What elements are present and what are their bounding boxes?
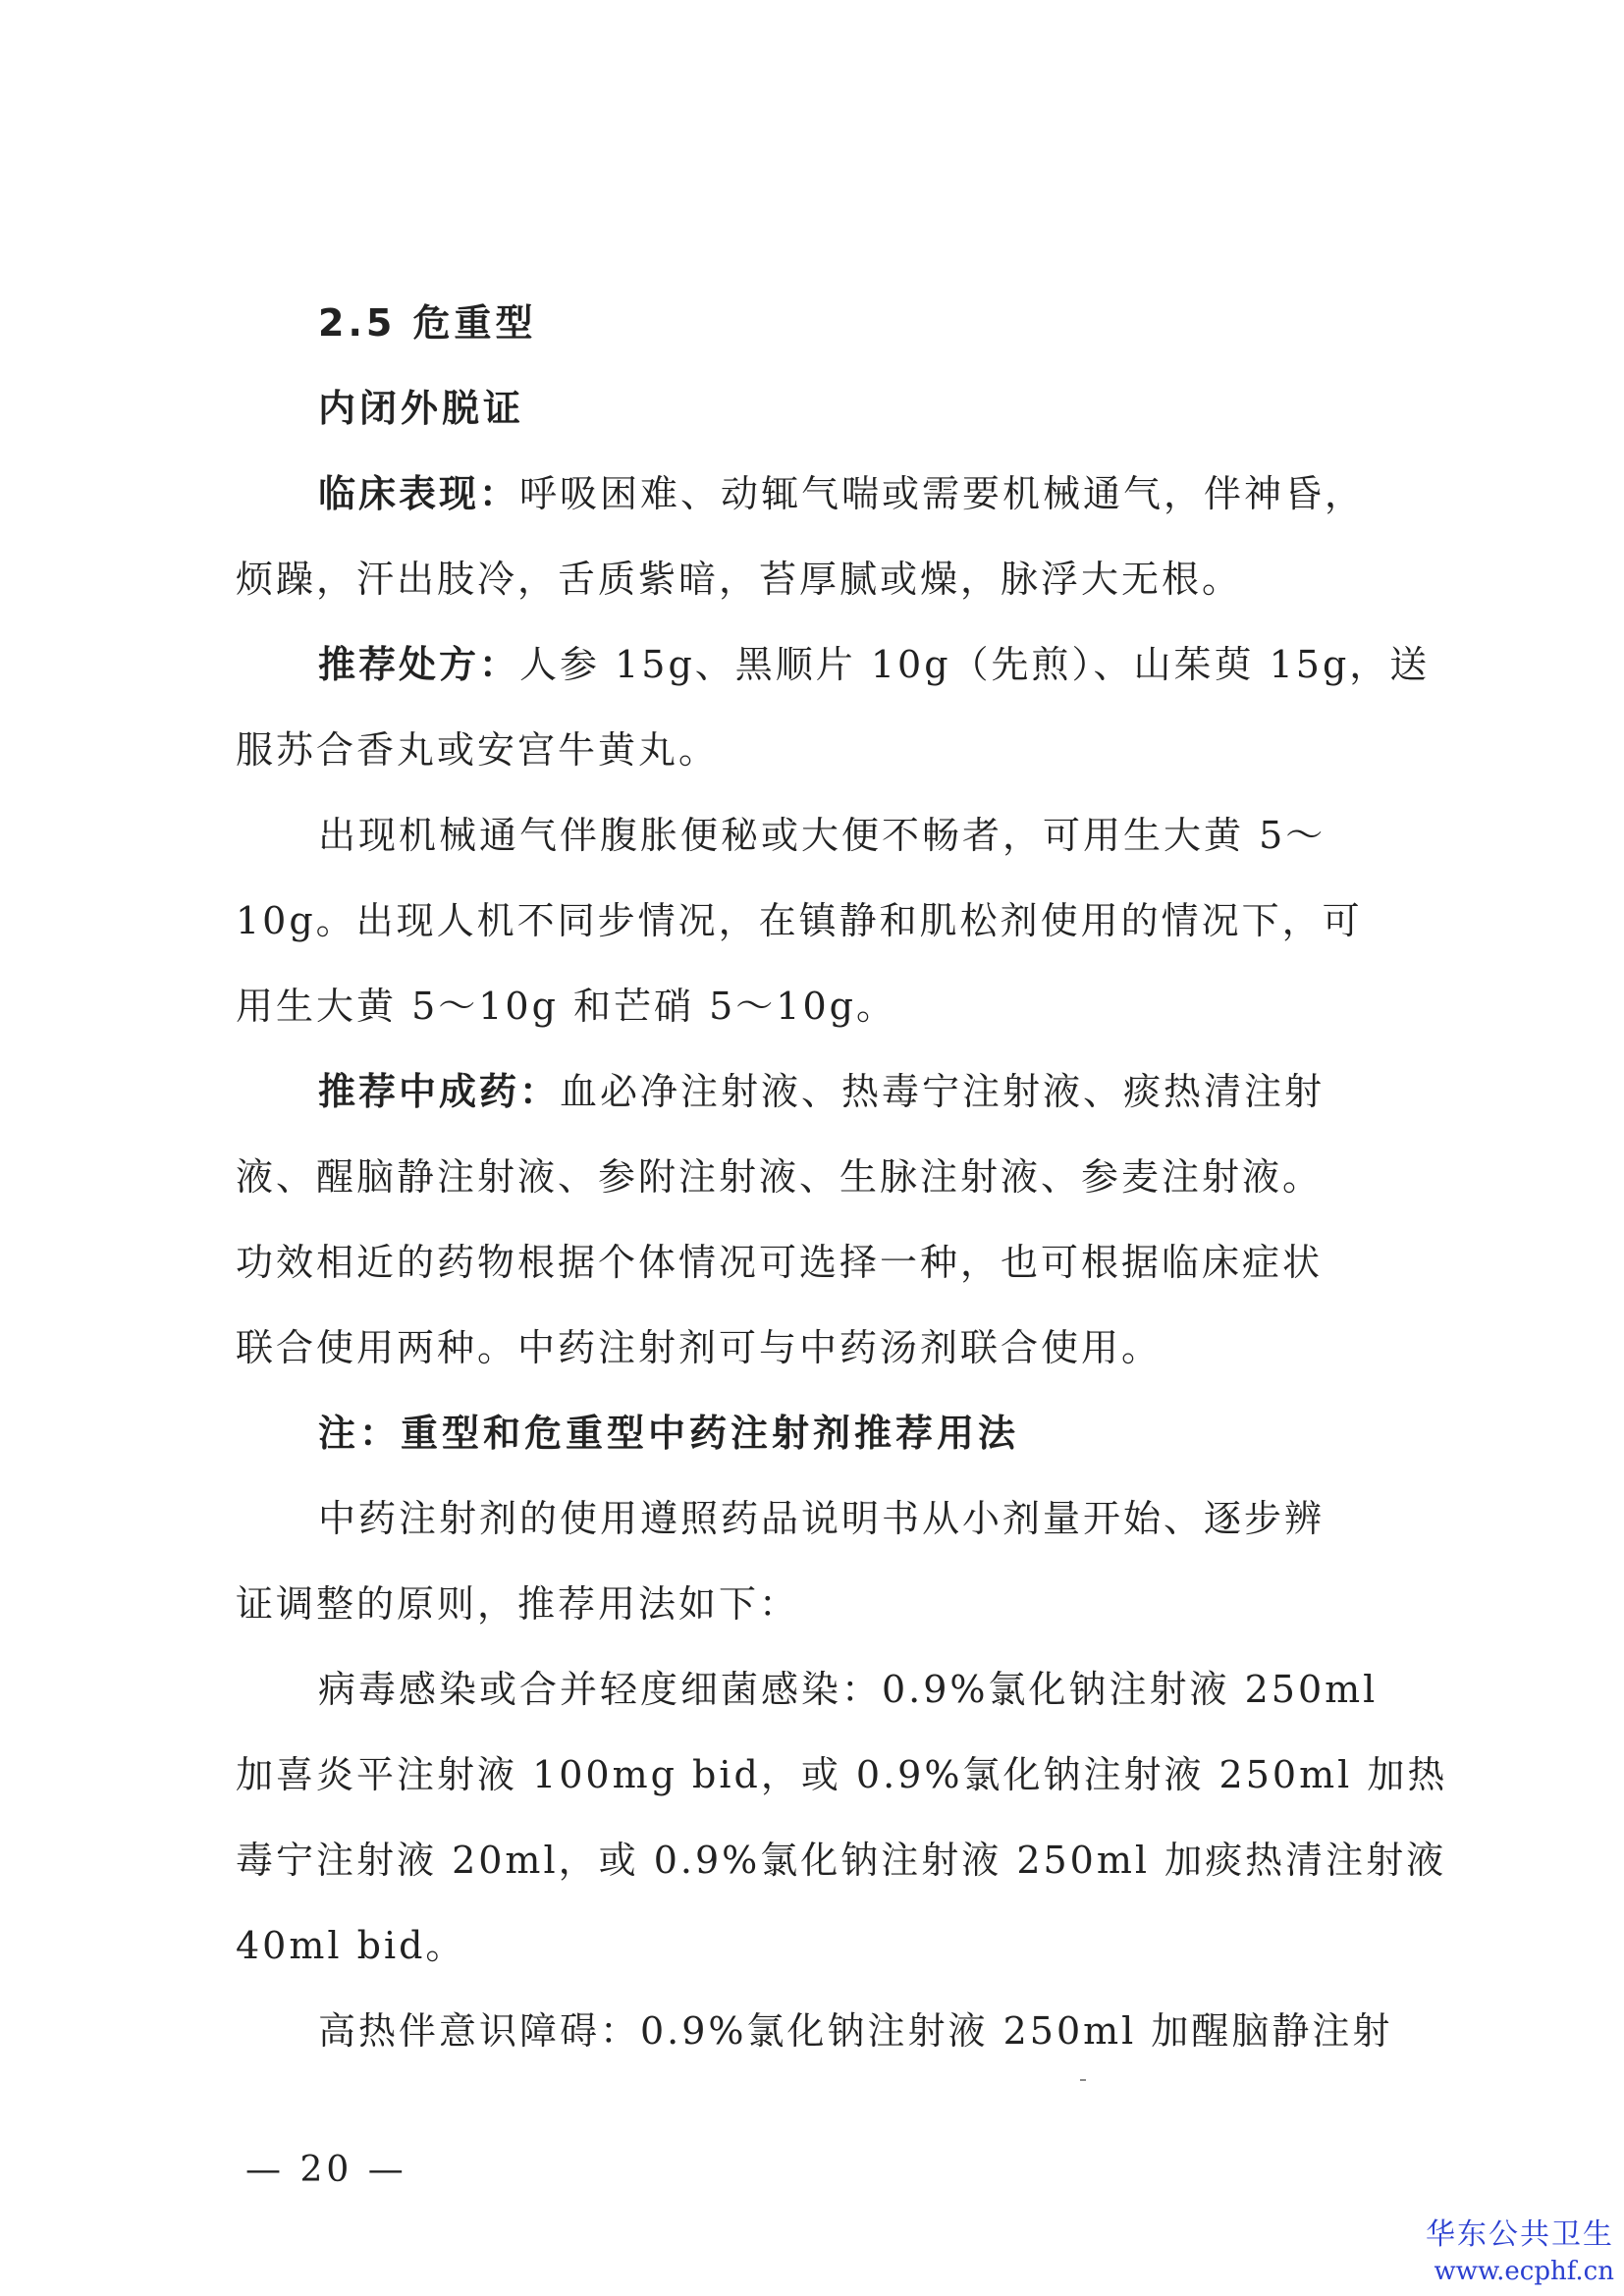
page-number: — 20 — bbox=[245, 2150, 407, 2190]
viral-paragraph-line-3: 毒宁注射液 20ml，或 0.9%氯化钠注射液 250ml 加痰热清注射液 bbox=[236, 1839, 1447, 1882]
prescription-label: 推荐处方： bbox=[318, 643, 520, 686]
fever-paragraph-line-1: 高热伴意识障碍：0.9%氯化钠注射液 250ml 加醒脑静注射 bbox=[318, 2009, 1393, 2053]
section-title: 2.5 危重型 bbox=[318, 301, 537, 345]
prescription-paragraph-line-1 bbox=[236, 622, 1431, 708]
note-paragraph-line-1: 中药注射剂的使用遵照药品说明书从小剂量开始、逐步辨 bbox=[318, 1497, 1326, 1540]
patent-label: 推荐中成药： bbox=[318, 1070, 561, 1113]
patent-paragraph-line-3: 功效相近的药物根据个体情况可选择一种，也可根据临床症状 bbox=[236, 1241, 1324, 1284]
clinical-text-1: 呼吸困难、动辄气喘或需要机械通气，伴神昏， bbox=[519, 472, 1366, 515]
note-paragraph-line-2: 证调整的原则，推荐用法如下： bbox=[236, 1582, 800, 1626]
note-heading: 注：重型和危重型中药注射剂推荐用法 bbox=[318, 1412, 1020, 1455]
viral-paragraph-line-1: 病毒感染或合并轻度细菌感染：0.9%氯化钠注射液 250ml bbox=[318, 1668, 1379, 1711]
watermark-name: 华东公共卫生 bbox=[1426, 2217, 1614, 2252]
mechanical-paragraph-line-1: 出现机械通气伴腹胀便秘或大便不畅者，可用生大黄 5～ bbox=[318, 814, 1326, 857]
prescription-text-1: 人参 15g、黑顺片 10g（先煎）、山茱萸 15g，送 bbox=[519, 643, 1431, 686]
mechanical-paragraph-line-3: 用生大黄 5～10g 和芒硝 5～10g。 bbox=[236, 985, 896, 1028]
clinical-paragraph-line-1 bbox=[236, 452, 1382, 537]
mechanical-paragraph-line-2: 10g。出现人机不同步情况，在镇静和肌松剂使用的情况下，可 bbox=[236, 899, 1363, 942]
patent-paragraph-line-4: 联合使用两种。中药注射剂可与中药汤剂联合使用。 bbox=[236, 1326, 1163, 1369]
watermark bbox=[1426, 2216, 1614, 2288]
document-body bbox=[236, 281, 1448, 2074]
prescription-paragraph-line-2: 服苏合香丸或安宫牛黄丸。 bbox=[236, 728, 720, 772]
patent-paragraph-line-1 bbox=[236, 1049, 1382, 1135]
watermark-url: www.ecphf.cn bbox=[1434, 2257, 1614, 2286]
section-subtitle: 内闭外脱证 bbox=[318, 387, 525, 430]
viral-paragraph-line-4: 40ml bid。 bbox=[236, 1924, 466, 1967]
scan-speck bbox=[1080, 2079, 1086, 2081]
clinical-label: 临床表现： bbox=[318, 472, 520, 515]
clinical-paragraph-line-2: 烦躁，汗出肢冷，舌质紫暗，苔厚腻或燥，脉浮大无根。 bbox=[236, 558, 1243, 601]
viral-paragraph-line-2: 加喜炎平注射液 100mg bid，或 0.9%氯化钠注射液 250ml 加热 bbox=[236, 1753, 1448, 1796]
patent-text-1: 血必净注射液、热毒宁注射液、痰热清注射 bbox=[560, 1070, 1326, 1113]
patent-paragraph-line-2: 液、醒脑静注射液、参附注射液、生脉注射液、参麦注射液。 bbox=[236, 1155, 1324, 1199]
